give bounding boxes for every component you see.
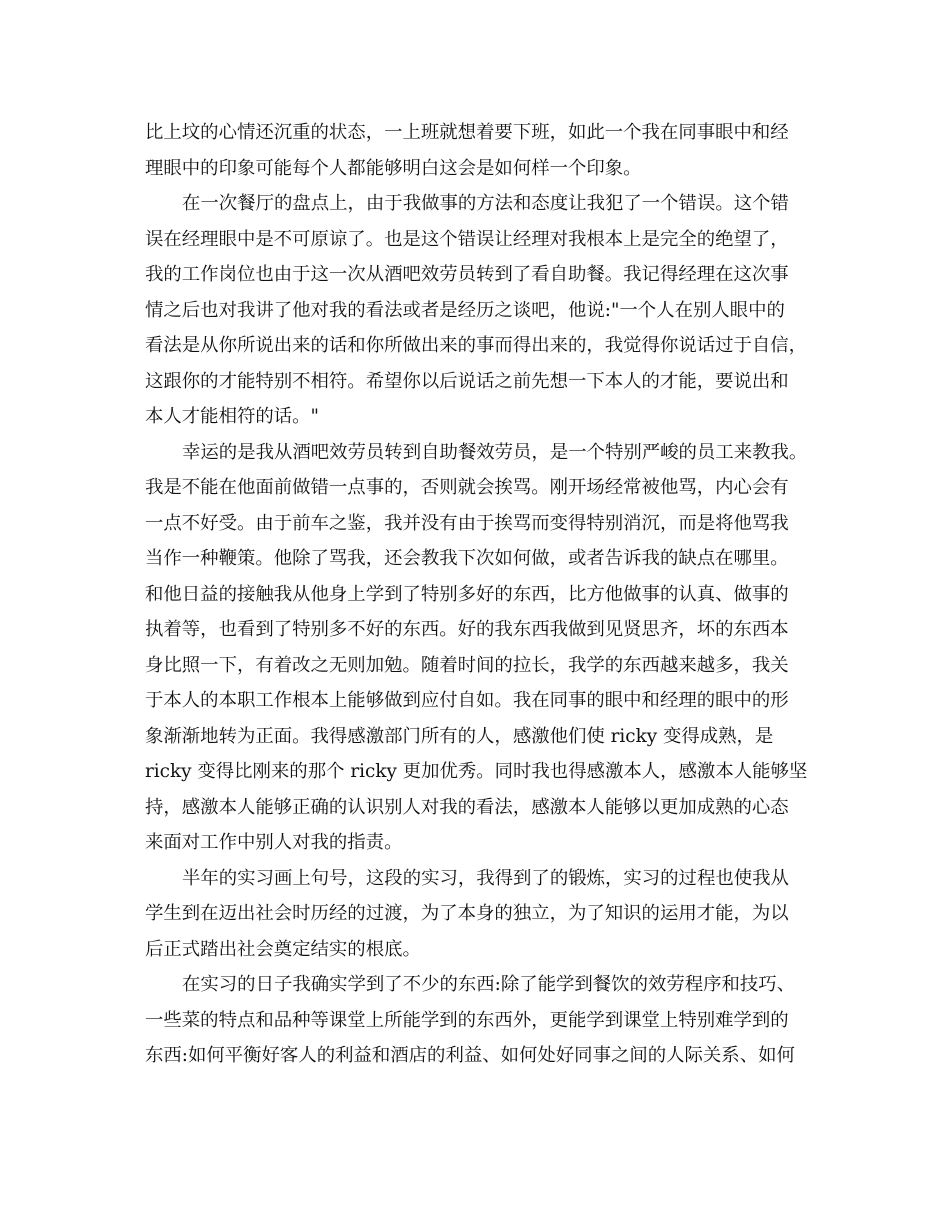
paragraph (145, 967, 813, 1074)
text-line: 身比照一下，有着改之无则加勉。随着时间的拉长，我学的东西越来越多，我关 (145, 654, 789, 676)
text-line: 和他日益的接触我从他身上学到了特别多好的东西，比方他做事的认真、做事的 (145, 583, 789, 605)
text-line: 东西:如何平衡好客人的利益和酒店的利益、如何处好同事之间的人际关系、如何 (145, 1045, 795, 1066)
text-line: 在一次餐厅的盘点上，由于我做事的方法和态度让我犯了一个错误。这个错 (182, 193, 789, 214)
paragraph (145, 861, 813, 968)
text-line: 我的工作岗位也由于这一次从酒吧效劳员转到了看自助餐。我记得经理在这次事 (145, 264, 789, 285)
text-line: 象渐渐地转为正面。我得感激部门所有的人，感激他们使 ricky 变得成熟，是 (145, 725, 774, 747)
paragraph (145, 435, 813, 861)
text-line: 比上坟的心情还沉重的状态，一上班就想着要下班，如此一个我在同事眼中和经 (145, 122, 789, 143)
text-line: 这跟你的才能特别不相符。希望你以后说话之前先想一下本人的才能，要说出和 (145, 370, 789, 392)
text-line: 一些菜的特点和品种等课堂上所能学到的东西外，更能学到课堂上特别难学到的 (145, 1009, 789, 1031)
document-body (145, 115, 813, 1074)
text-line: 本人才能相符的话。" (145, 406, 319, 427)
text-line: 情之后也对我讲了他对我的看法或者是经历之谈吧，他说:"一个人在别人眼中的 (145, 299, 785, 321)
text-line: 在实习的日子我确实学到了不少的东西:除了能学到餐饮的效劳程序和技巧、 (182, 974, 796, 995)
text-line: 执着等，也看到了特别多不好的东西。好的我东西我做到见贤思齐，坏的东西本 (145, 619, 789, 640)
text-line: 于本人的本职工作根本上能够做到应付自如。我在同事的眼中和经理的眼中的形 (145, 690, 789, 711)
text-line: 半年的实习画上句号，这段的实习，我得到了的锻炼，实习的过程也使我从 (182, 867, 789, 889)
text-line: 学生到在迈出社会时历经的过渡，为了本身的独立，为了知识的运用才能，为以 (145, 903, 789, 924)
text-line: 来面对工作中别人对我的指责。 (145, 832, 403, 853)
text-line: 误在经理眼中是不可原谅了。也是这个错误让经理对我根本上是完全的绝望了， (145, 228, 789, 250)
text-line: 当作一种鞭策。他除了骂我，还会教我下次如何做，或者告诉我的缺点在哪里。 (145, 548, 789, 569)
text-line: 我是不能在他面前做错一点事的，否则就会挨骂。刚开场经常被他骂，内心会有 (145, 477, 789, 498)
paragraph (145, 186, 813, 435)
text-line: 看法是从你所说出来的话和你所做出来的事而得出来的，我觉得你说话过于自信， (145, 335, 808, 356)
text-line: 幸运的是我从酒吧效劳员转到自助餐效劳员，是一个特别严峻的员工来教我。 (182, 441, 808, 463)
text-line: 理眼中的印象可能每个人都能够明白这会是如何样一个印象。 (145, 157, 642, 179)
paragraph (145, 115, 813, 186)
text-line: ricky 变得比刚来的那个 ricky 更加优秀。同时我也得感激本人，感激本人能够坚 (145, 761, 808, 782)
text-line: 后正式踏出社会奠定结实的根底。 (145, 938, 421, 960)
text-line: 一点不好受。由于前车之鉴，我并没有由于挨骂而变得特别消沉，而是将他骂我 (145, 512, 789, 534)
text-line: 持，感激本人能够正确的认识别人对我的看法，感激本人能够以更加成熟的心态 (145, 796, 789, 818)
